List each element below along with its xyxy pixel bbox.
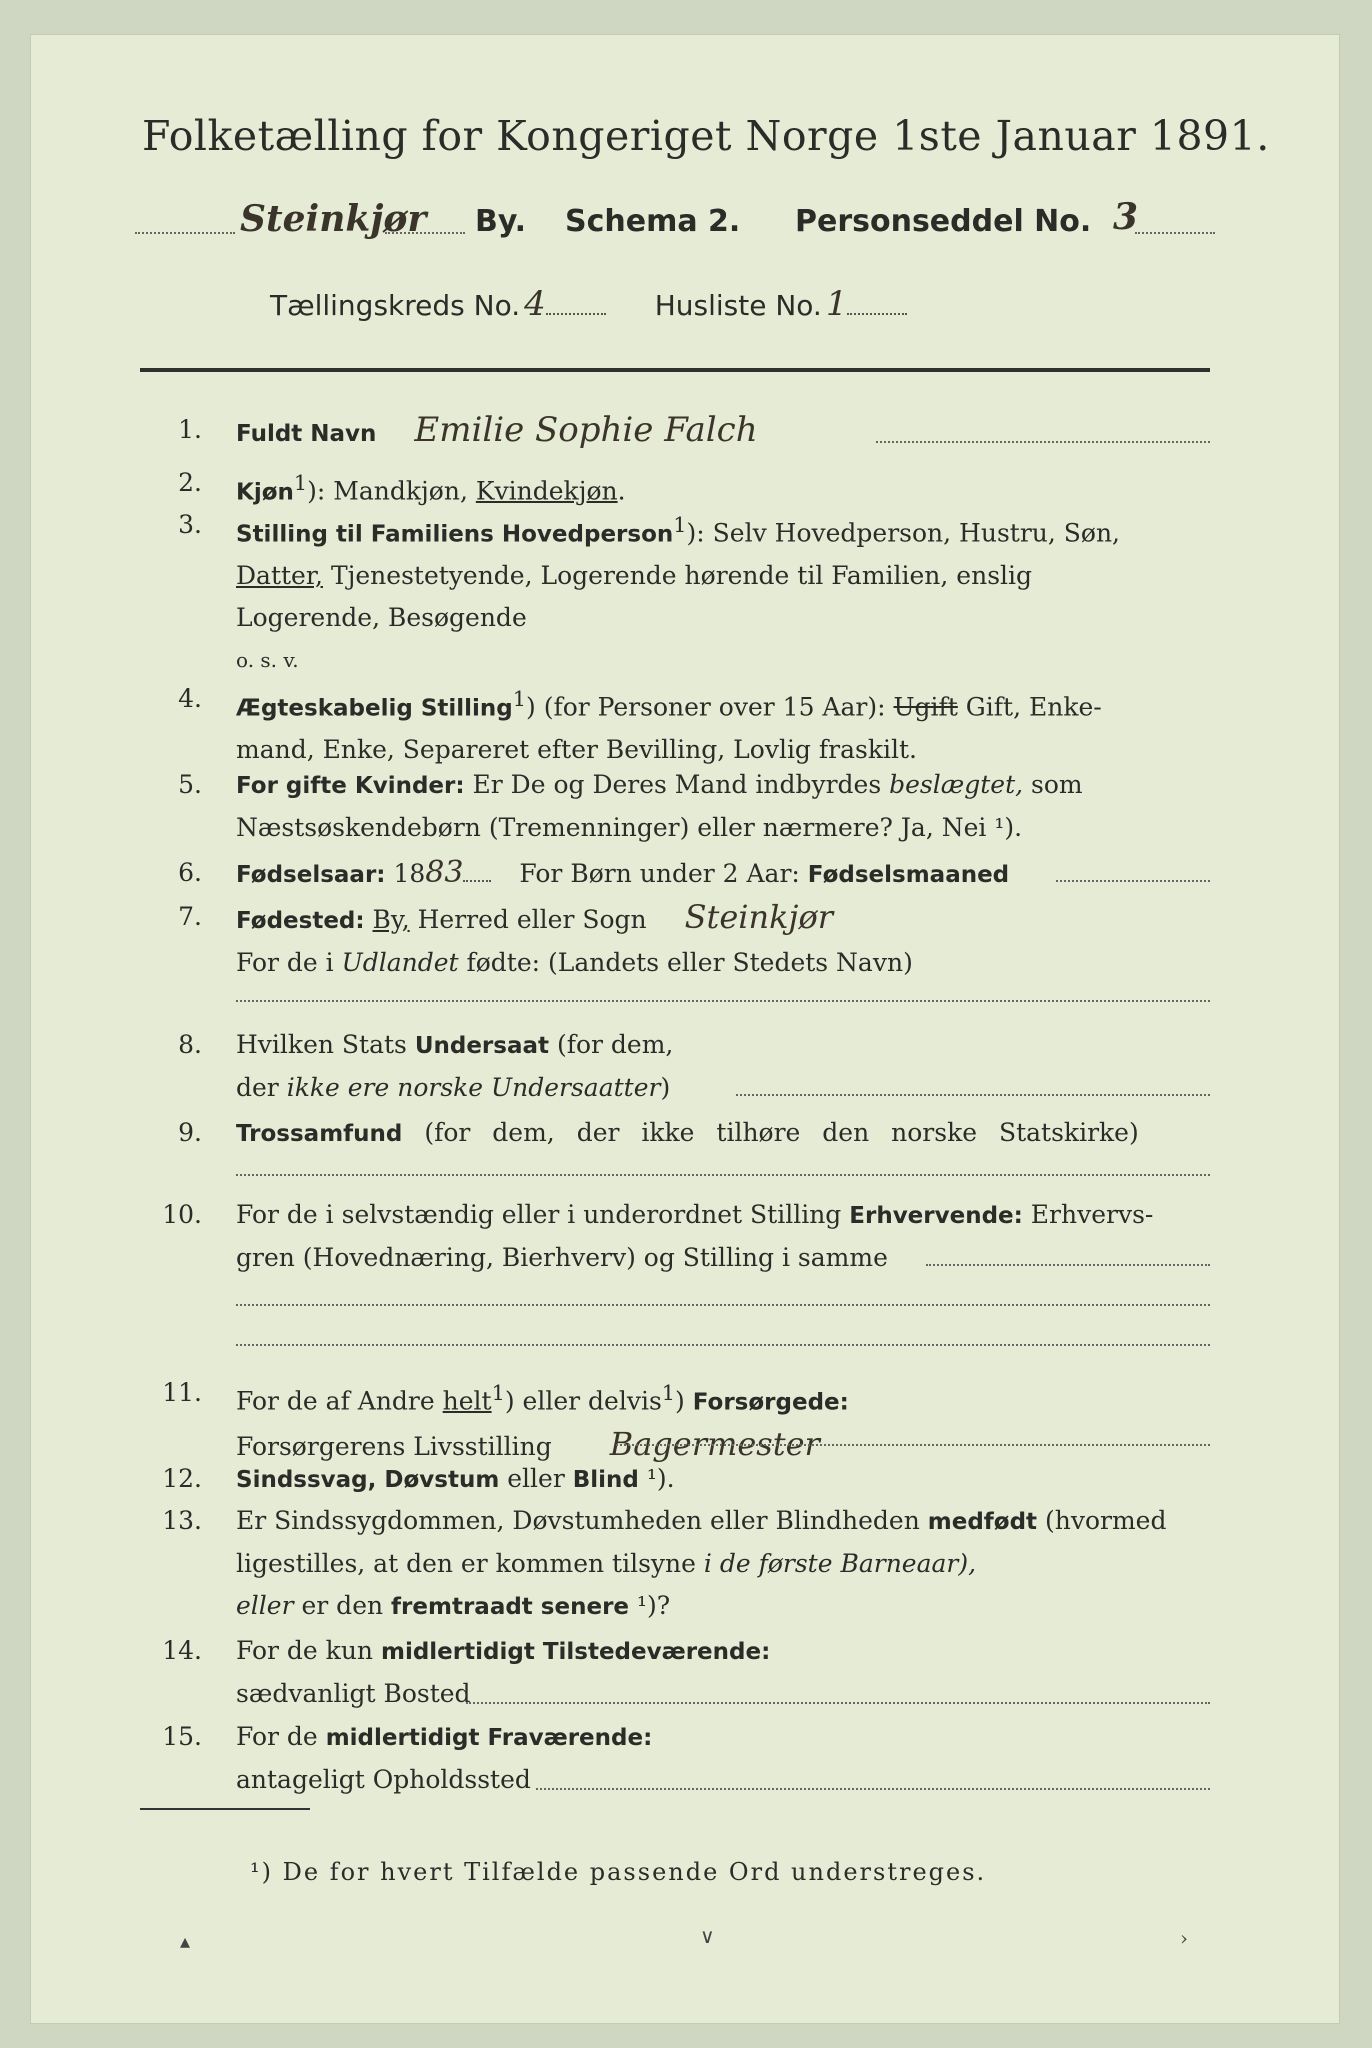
trossamfund-label: Trossamfund bbox=[236, 1121, 403, 1147]
aegteskab-label: Ægteskabelig Stilling bbox=[236, 695, 513, 722]
item-14: 14. For de kun midlertidigt Tilstedeværende: sædvanligt Bosted bbox=[140, 1630, 1210, 1716]
item-7: 7. Fødested: By, Herred eller Sogn Steinkjør For de i Udlandet fødte: (Landets eller Stedets Navn) bbox=[140, 896, 1210, 1006]
item-8: 8. Hvilken Stats Undersaat (for dem, der ikke ere norske Undersaatter) bbox=[140, 1024, 1210, 1110]
header-divider bbox=[140, 368, 1210, 372]
kjon-selected: Kvindekjøn bbox=[475, 476, 618, 506]
livsstilling-answer: Bagermester bbox=[609, 1425, 820, 1464]
item-5: 5. For gifte Kvinder: Er De og Deres Mand indbyrdes beslægtet, som Næstsøskendebørn (Tremenninger) eller nærmere? Ja, Nei ¹). bbox=[178, 770, 1083, 842]
fodested-label: Fødested: bbox=[236, 908, 365, 934]
item-11: 11. For de af Andre helt$^1$) eller delvis$^1$) Forsørgede: Forsørgerens Livsstilling Bagermester bbox=[140, 1372, 1210, 1458]
stilling-label: Stilling til Familiens Hovedperson bbox=[236, 521, 674, 548]
fodselsaar-label: Fødselsaar: bbox=[236, 862, 386, 888]
footnote: ¹) De for hvert Tilfælde passende Ord understreges. bbox=[250, 1858, 987, 1886]
fuldt-navn-answer: Emilie Sophie Falch bbox=[414, 410, 758, 450]
header-line-kreds bbox=[270, 284, 907, 328]
husliste-number: 1 bbox=[825, 284, 848, 324]
item-13: 13. Er Sindssygdommen, Døvstumheden eller Blindheden medfødt (hvormed ligestilles, at den er kommen tilsyne i de første Barneaar), eller er den fremtraadt senere ¹)? bbox=[162, 1506, 1167, 1620]
kreds-label: Tællingskreds No. bbox=[270, 289, 521, 322]
medfodt-label: medfødt bbox=[927, 1509, 1038, 1535]
fodselsaar-answer: 83 bbox=[425, 855, 464, 890]
item-15: 15. For de midlertidigt Fraværende: antageligt Opholdssted bbox=[140, 1716, 1210, 1802]
personseddel-number: 3 bbox=[1113, 196, 1139, 238]
form-title: Folketælling for Kongeriget Norge 1ste Januar 1891. bbox=[142, 112, 1270, 160]
kjon-label: Kjøn bbox=[236, 479, 294, 506]
by-label: By. bbox=[475, 204, 527, 239]
husliste-label: Husliste No. bbox=[654, 289, 822, 322]
census-form: Folketælling for Kongeriget Norge 1ste Januar 1891. Steinkjør By. Schema 2. Personseddel No. 3 Tællingskreds No. 4 Husliste No. 1 1. Fuldt Navn Emilie Sophie Falch 2. Kjøn$^1$): Mandkjøn, Kvindekjøn. 3. Stilling til Familiens Hovedperson$^1$): Selv Hovedperson, Hustru, Søn, Datter, Tjenestetyende, Logerende hørende til Familien, enslig Logerende, Besøgende o. s. v. 4. Ægteskabelig Stilling$^1$) (for Personer over 15 Aar): Ugift Gift, Enke- mand, Enke, Separeret efter Bevilling, Lovlig fraskilt. 5. For gifte Kvinder: Er De og Deres Mand indbyrdes beslægtet, som Næstsøskendebørn (Tremenninger) eller nærmere? Ja, Nei ¹). 6. Fødselsaar: 1883 For Børn under 2 Aar: Fødselsmaaned 7. Fødested: By, Herred eller Sogn Steinkjør For de i Udlandet fødte: (Landets eller Stedets Navn) 8. Hvilken Stats Undersaat (for dem, der ikke ere norske Undersaatter) 9. Trossamfund (for dem, der ikke tilhøre den norske Statskirke) 10. For de i selvstændig eller i underordnet Stilling Erhvervende: Erhvervs- gren (Hovednæring, Bierhverv) og Stilling i samme 11. For de af Andre helt$^1$) eller delvis$^1$) Forsørgede: Forsørgerens Livsstilling Bagermester 12. Sindssvag, Døvstum eller Blind ¹). 13. Er Sindssygdommen, Døvstumheden eller Blindheden medfødt (hvormed ligestilles, at den er kommen tilsyne i de første Barneaar), eller er den fremtraadt senere ¹)? 14. For de kun midlertidigt Tilstedeværende: sædvanligt Bosted 15. For de midlertidigt Fraværende: antageligt Opholdssted ¹) De for hvert Tilfælde passende Ord understreges. ▴ ∨ › bbox=[30, 34, 1340, 2024]
corner-mark-right: › bbox=[1180, 1926, 1188, 1950]
personseddel-label: Personseddel No. bbox=[795, 204, 1092, 239]
item-9: 9. Trossamfund (for dem, der ikke tilhøre den norske Statskirke) bbox=[140, 1112, 1210, 1182]
undersaat-label: Undersaat bbox=[414, 1033, 549, 1059]
gifte-kvinder-label: For gifte Kvinder: bbox=[236, 773, 465, 799]
town-handwritten: Steinkjør bbox=[240, 198, 427, 240]
stilling-selected: Datter, bbox=[236, 561, 323, 591]
schema-label: Schema 2. bbox=[565, 204, 741, 239]
aegteskab-struck: Ugift bbox=[893, 692, 958, 722]
footnote-divider bbox=[140, 1808, 310, 1810]
erhvervende-label: Erhvervende: bbox=[849, 1203, 1023, 1229]
item-4: 4. Ægteskabelig Stilling$^1$) (for Personer over 15 Aar): Ugift Gift, Enke- mand, Enke, Separeret efter Bevilling, Lovlig fraskilt. bbox=[178, 684, 1102, 765]
corner-mark-center: ∨ bbox=[700, 1924, 715, 1948]
sindssvag-label: Sindssvag, Døvstum bbox=[236, 1467, 500, 1493]
header-line-schema bbox=[135, 196, 1215, 254]
item-3: 3. Stilling til Familiens Hovedperson$^1$): Selv Hovedperson, Hustru, Søn, Datter, Tjenestetyende, Logerende hørende til Familien, enslig Logerende, Besøgende o. s. v. bbox=[178, 510, 1120, 673]
fuldt-navn-label: Fuldt Navn bbox=[236, 421, 377, 447]
corner-mark-left: ▴ bbox=[180, 1929, 191, 1953]
item-10: 10. For de i selvstændig eller i underordnet Stilling Erhvervende: Erhvervs- gren (Hovednæring, Bierhverv) og Stilling i samme bbox=[140, 1194, 1210, 1344]
fodested-answer: Steinkjør bbox=[684, 898, 834, 936]
fravaerende-label: midlertidigt Fraværende: bbox=[325, 1725, 653, 1751]
forsorgede-label: Forsørgede: bbox=[692, 1389, 849, 1416]
kreds-number: 4 bbox=[524, 284, 546, 324]
tilstedevaerende-label: midlertidigt Tilstedeværende: bbox=[380, 1639, 771, 1665]
item-1: 1. Fuldt Navn Emilie Sophie Falch bbox=[140, 409, 1210, 459]
